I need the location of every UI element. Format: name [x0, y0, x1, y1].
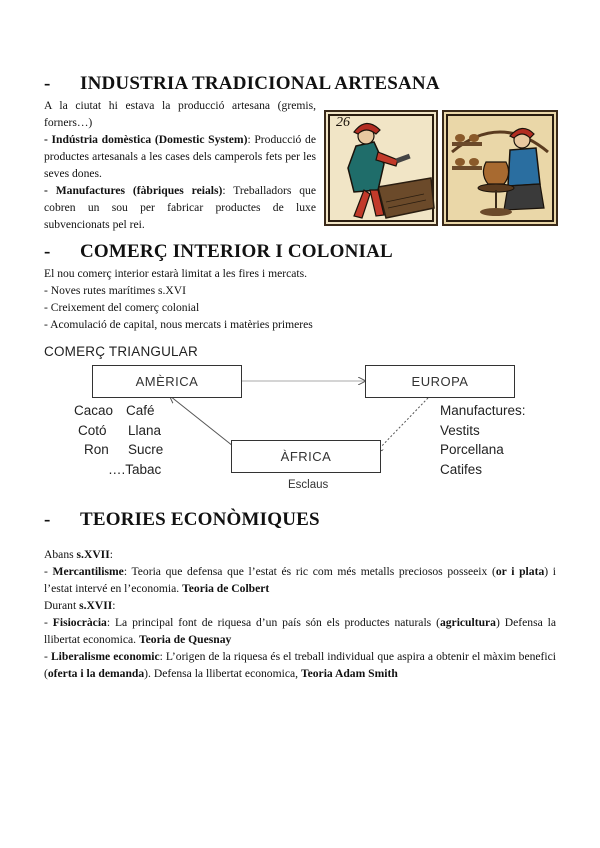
good-item: Porcellana	[440, 442, 504, 457]
america-goods-row	[74, 401, 163, 421]
liberalisme-text2: ). Defensa la llibertat economica,	[144, 667, 301, 680]
manufactures-label: - Manufactures (fàbriques reials)	[44, 184, 223, 197]
during-prefix: Durant	[44, 599, 80, 612]
america-goods-row	[74, 421, 163, 441]
mercantilisme-text: : Teoria que defensa que l’estat és ric com més metalls preciosos posseeix (	[123, 565, 496, 578]
good-item: Manufactures:	[440, 403, 526, 418]
good-item: Cotó	[78, 422, 107, 438]
fisiocracia-label: Fisiocràcia	[52, 616, 107, 629]
box-europa: EUROPA	[365, 365, 515, 398]
liberalisme-bold: oferta i la demanda	[47, 667, 145, 680]
liberalisme-theory: Teoria Adam Smith	[300, 667, 398, 680]
fisiocracia-paragraph: - Fisiocràcia: La principal font de riquesa d’un país són els productes naturals (agricultura) Defensa la llibertat economica. Teoria de Quesnay	[44, 616, 556, 646]
section2-line: El nou comerç interior estarà limitat a les fires i mercats.	[44, 267, 308, 280]
mercantilisme-paragraph: - Mercantilisme: Teoria que defensa que l’estat és ric com més metalls preciosos posseeix (or i plata) i l’estat intervé en l’economia. Teoria de Colbert	[44, 565, 557, 595]
africa-label: Esclaus	[288, 479, 329, 491]
manufactures-text: : Treballadors que cobren un sou per fabricar productes de luxe subvencionats pel rei.	[44, 184, 316, 231]
good-item: Catifes	[440, 461, 483, 477]
during-suffix: :	[112, 599, 116, 612]
domestic-text: : Producció de productes artesanals a les cases dels camperols fets per les seves dones.	[44, 133, 316, 180]
fisiocracia-theory: Teoria de Quesnay	[138, 633, 232, 646]
section1-intro: A la ciutat hi estava la producció artesana (gremis, forners…)	[44, 99, 316, 129]
before-line	[44, 546, 556, 563]
america-goods	[74, 401, 163, 479]
box-america: AMÈRICA	[92, 365, 242, 398]
heading-dash: -	[44, 73, 51, 94]
section2-line: - Acomulació de capital, nous mercats i matèries primeres	[44, 318, 313, 331]
heading-dash: -	[44, 509, 51, 530]
section-heading-teories	[44, 509, 320, 531]
mercantilisme-theory: Teoria de Colbert	[182, 582, 270, 595]
liberalisme-label: Liberalisme economic	[50, 650, 160, 663]
arrow-africa-america	[170, 396, 238, 450]
section2-line: - Creixement del comerç colonial	[44, 301, 200, 314]
good-item: ….Tabac	[108, 461, 162, 477]
during-century: s.XVII	[79, 599, 113, 612]
good-item: Vestits	[440, 422, 480, 438]
arrow-europa-africa	[376, 398, 428, 452]
domestic-label: - Indústria domèstica (Domestic System)	[44, 133, 248, 146]
liberalisme-text: : L’origen de la riquesa és el treball individual que aspira a obtenir el màxim benefici (	[44, 650, 556, 680]
liberalisme-paragraph: - Liberalisme economic: L’origen de la riquesa és el treball individual que aspira a obtenir el màxim benefici (oferta i la demanda). Defensa la llibertat economica, Teoria Adam Smith	[44, 650, 556, 680]
america-goods-row	[74, 460, 163, 480]
during-line	[44, 597, 556, 614]
mercantilisme-bold: or i plata	[495, 565, 545, 578]
good-item: Ron	[84, 442, 109, 457]
woodcut-number: 26	[336, 115, 350, 130]
diagram-title: COMERÇ TRIANGULAR	[44, 344, 198, 359]
before-suffix: :	[109, 548, 113, 561]
heading-text: TEORIES ECONÒMIQUES	[80, 509, 320, 530]
good-item: Llana	[128, 422, 162, 438]
heading-text: INDUSTRIA TRADICIONAL ARTESANA	[80, 73, 440, 94]
fisiocracia-text2: ) Defensa la llibertat economica.	[44, 616, 556, 646]
mercantilisme-text2: ) i l’estat intervé en l’economia.	[44, 565, 557, 595]
heading-text: COMERÇ INTERIOR I COLONIAL	[80, 241, 393, 262]
good-item: Sucre	[128, 442, 164, 457]
section3-text	[44, 546, 556, 682]
fisiocracia-bold: agricultura	[439, 616, 496, 629]
mercantilisme-label: Mercantilisme	[52, 565, 124, 578]
good-item: Cacao	[74, 403, 114, 418]
section2-line: - Noves rutes marítimes s.XVI	[44, 284, 186, 297]
before-prefix: Abans	[44, 548, 77, 561]
before-century: s.XVII	[76, 548, 110, 561]
heading-dash: -	[44, 241, 51, 262]
america-goods-row	[74, 440, 163, 460]
europe-goods	[440, 401, 526, 479]
box-africa: ÀFRICA	[231, 440, 381, 473]
fisiocracia-text: : La principal font de riquesa d’un país són els productes naturals (	[106, 616, 440, 629]
good-item: Café	[126, 403, 155, 418]
